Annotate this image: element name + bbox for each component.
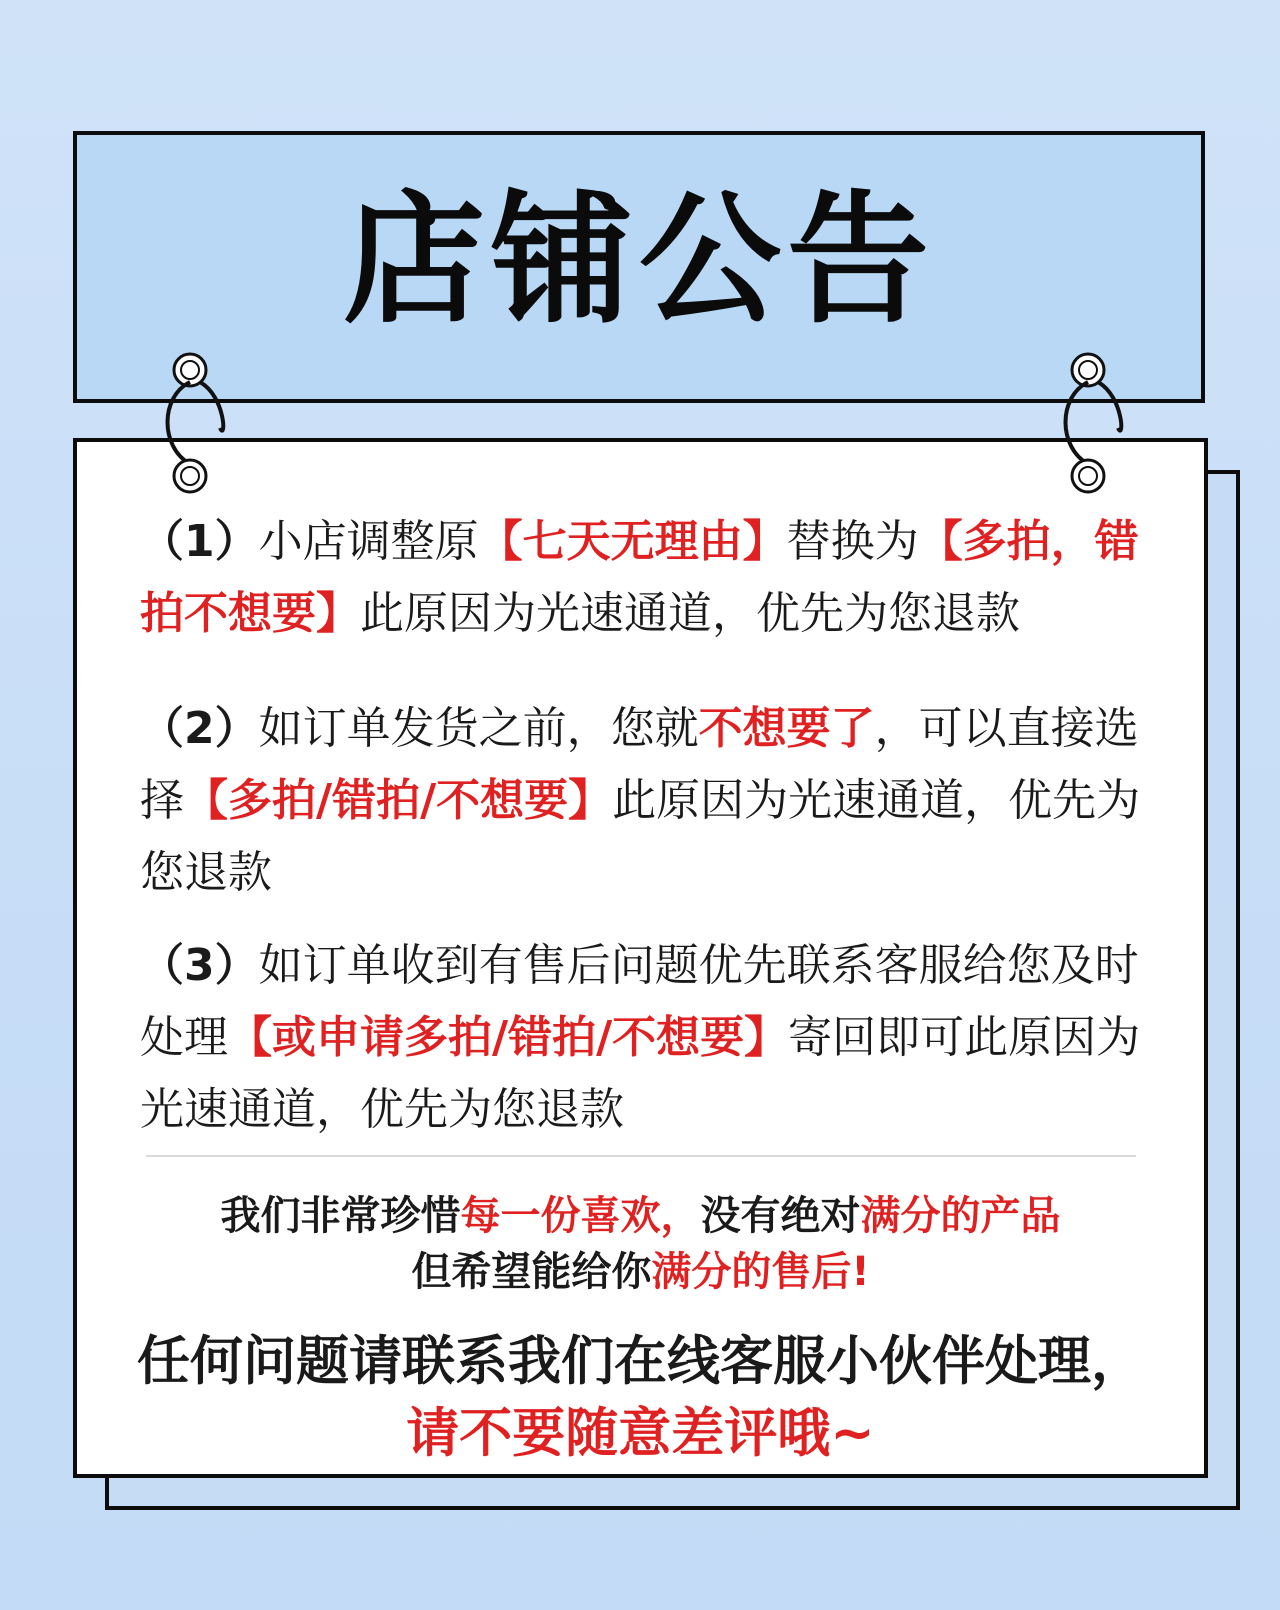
ring-left-icon <box>160 352 230 502</box>
item-text: 替换为 <box>786 516 919 567</box>
item-number: （3） <box>140 940 259 991</box>
page-title: 店铺公告 <box>343 178 935 343</box>
item-text: ，可以直接选择 <box>140 703 1139 826</box>
highlight-text: 满分的售后! <box>651 1249 870 1295</box>
no-bad-review-line: 请不要随意差评哦~ <box>406 1403 875 1464</box>
highlight-text: 【多拍，错拍不想要】 <box>140 516 1139 639</box>
item-text: 如订单发货之前，您就 <box>258 703 699 754</box>
highlight-text: 不想要了 <box>698 703 875 754</box>
contact-message <box>73 1326 1208 1470</box>
closing-text: 但希望能给你 <box>411 1249 652 1295</box>
closing-message <box>73 1188 1208 1300</box>
item-text: 如订单收到有售后问题优先联系客服给您及时处理 <box>140 940 1139 1063</box>
closing-line-1 <box>73 1188 1208 1244</box>
notice-item-1 <box>140 506 1180 650</box>
closing-text: 没有绝对 <box>700 1193 861 1239</box>
item-text: 此原因为光速通道，优先为您退款 <box>140 775 1141 898</box>
ring-right-icon <box>1058 352 1128 502</box>
highlight-text: 每一份喜欢， <box>460 1193 701 1239</box>
item-text: 寄回即可此原因为光速通道，优先为您退款 <box>140 1012 1141 1135</box>
closing-line-2 <box>73 1244 1208 1300</box>
title-panel <box>73 131 1205 403</box>
highlight-text: 【多拍/错拍/不想要】 <box>184 775 613 826</box>
notice-item-3 <box>140 930 1180 1146</box>
contact-line: 任何问题请联系我们在线客服小伙伴处理， <box>137 1331 1144 1392</box>
notice-item-2 <box>140 693 1180 909</box>
closing-text: 我们非常珍惜 <box>220 1193 461 1239</box>
highlight-text: 【或申请多拍/错拍/不想要】 <box>228 1012 789 1063</box>
item-text: 小店调整原 <box>258 516 479 567</box>
highlight-text: 满分的产品 <box>860 1193 1061 1239</box>
divider <box>146 1155 1136 1157</box>
item-number: （2） <box>140 703 259 754</box>
highlight-text: 【七天无理由】 <box>478 516 787 567</box>
item-number: （1） <box>140 516 259 567</box>
item-text: 此原因为光速通道，优先为您退款 <box>360 588 1020 639</box>
